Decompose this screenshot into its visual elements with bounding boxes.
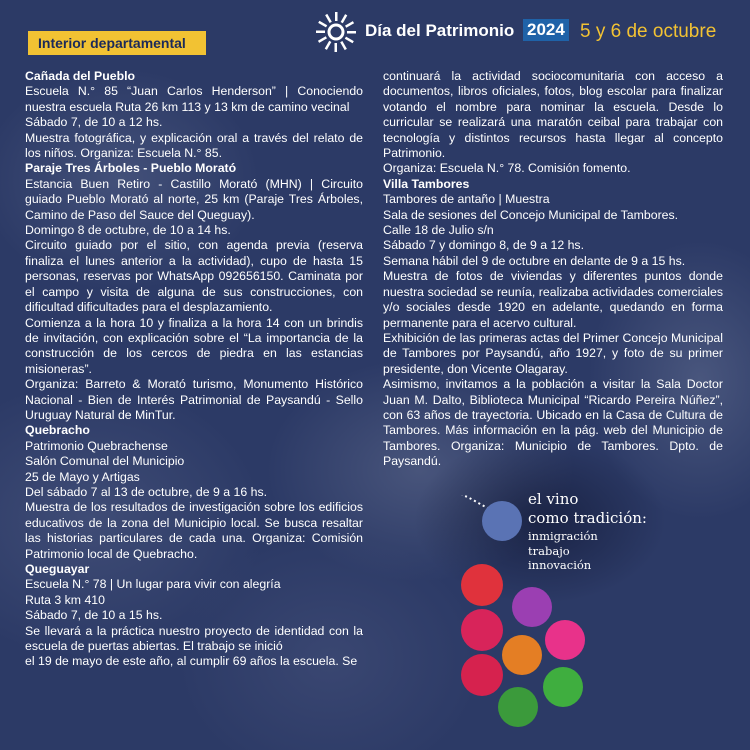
paragraph: Ruta 3 km 410 — [25, 592, 105, 607]
header-year: 2024 — [523, 19, 569, 41]
paragraph: Muestra fotográfica, y explicación oral a través del relato de los niños. Organiza: Escuela N.° 85. — [25, 130, 363, 161]
grape — [545, 620, 585, 660]
paragraph: Comienza a la hora 10 y finaliza a la hora 14 con un brindis de invitación, con explicación sobre el “La importancia de la construcción de los cercos de piedra en las estancias misioneras”. — [25, 315, 363, 376]
paragraph: Organiza: Escuela N.° 78. Comisión fomento. — [383, 161, 631, 176]
paragraph: 25 de Mayo y Artigas — [25, 469, 140, 484]
paragraph: Sábado 7, de 10 a 12 hs. — [25, 115, 163, 130]
paragraph: Semana hábil del 9 de octubre en delante de 9 a 15 hs. — [383, 253, 686, 268]
paragraph: continuará la actividad sociocomunitaria con acceso a documentos, libros oficiales, fotos, blog escolar para finalizar votando el nombre para nominar la escuela. Desde lo curricular se realizará una maratón ceibal para trabajar con tecnología y distintos recursos hasta llegar al concepto Patrimonio. — [383, 69, 723, 161]
paragraph: Salón Comunal del Municipio — [25, 454, 185, 469]
grape — [502, 635, 542, 675]
paragraph: Del sábado 7 al 13 de octubre, de 9 a 16 hs. — [25, 484, 268, 499]
grape — [482, 501, 522, 541]
heading-villa-tambores: Villa Tambores — [383, 176, 470, 191]
vino-item: innovación — [528, 558, 592, 572]
paragraph: Sala de sesiones del Concejo Municipal de Tambores. — [383, 207, 679, 222]
paragraph: Circuito guiado por el sitio, con agenda previa (reserva finaliza el lunes anterior a la actividad), cupo de hasta 15 personas, reservas por WhatsApp 092656150. Caminata por el campo y visita de alguna de sus construcciones, con dificultad dificultades para el desplazamiento. — [25, 238, 363, 315]
paragraph: Estancia Buen Retiro - Castillo Morató (MHN) | Circuito guiado Pueblo Morató al norte, 25 km (Paraje Tres Árboles, Camino de Paso del Sauce del Queguay). — [25, 176, 363, 222]
header-title: Día del Patrimonio — [365, 21, 515, 40]
paragraph: Escuela N.° 78 | Un lugar para vivir con alegría — [25, 577, 281, 592]
grape — [512, 587, 552, 627]
paragraph: Muestra de fotos de viviendas y diferentes puntos donde nuestra sociedad se reunía, realizaba actividades comerciales y/o sociales desde 1920 en adelante, quedando en forma permanente para el acervo cultural. — [383, 269, 723, 330]
heading-quebracho: Quebracho — [25, 423, 90, 438]
section-label: Interior departamental — [28, 31, 206, 55]
paragraph: Domingo 8 de octubre, de 10 a 14 hs. — [25, 223, 231, 238]
paragraph: Calle 18 de Julio s/n — [383, 223, 494, 238]
heading-canada-del-pueblo: Cañada del Pueblo — [25, 69, 136, 83]
vino-item: trabajo — [528, 543, 570, 558]
left-column — [25, 69, 363, 670]
heading-queguayar: Queguayar — [25, 562, 90, 576]
grape — [461, 609, 503, 651]
paragraph: Patrimonio Quebrachense — [25, 438, 168, 453]
right-column — [383, 69, 723, 470]
sun-logo-icon — [316, 12, 356, 52]
vino-list — [528, 529, 647, 573]
header-dates: 5 y 6 de octubre — [580, 21, 717, 42]
paragraph: Organiza: Barreto & Morató turismo, Monumento Histórico Nacional - Bien de Interés Patrimonial de Paysandú - Sello Uruguay Natural de MinTur. — [25, 377, 363, 422]
paragraph: Se llevará a la práctica nuestro proyecto de identidad con la escuela de puertas abiertas. El trabajo se inició — [25, 623, 363, 654]
paragraph: Exhibición de las primeras actas del Primer Concejo Municipal de Tambores por Paysandú, año 1927, y foto de su primer presidente, don Vicente Olagaray. — [383, 330, 723, 376]
paragraph: Sábado 7 y domingo 8, de 9 a 12 hs. — [383, 238, 584, 253]
grape — [461, 564, 503, 606]
vino-tagline — [528, 490, 647, 573]
heading-paraje-tres-arboles: Paraje Tres Árboles - Pueblo Morató — [25, 161, 237, 176]
grape — [498, 687, 538, 727]
vino-title-line2: como tradición: — [528, 509, 647, 527]
paragraph: Tambores de antaño | Muestra — [383, 192, 550, 207]
paragraph: Escuela N.° 85 “Juan Carlos Henderson” | Conociendo nuestra escuela Ruta 26 km 113 y 13 km de camino vecinal — [25, 84, 363, 114]
vino-item: inmigración — [528, 529, 598, 543]
paragraph: Muestra de los resultados de investigación sobre los edificios educativos de la zona del Municipio local. Se busca resaltar las historias particulares de cada una. Organiza: Comisión Patrimonio local de Quebracho. — [25, 500, 363, 561]
paragraph: Sábado 7, de 10 a 15 hs. — [25, 608, 163, 623]
paragraph: Asimismo, invitamos a la población a visitar la Sala Doctor Juan M. Dalto, Biblioteca Municipal “Ricardo Pereira Núñez”, con 63 años de trayectoria. Ubicado en la Casa de Cultura de Tambores. Más información en la pág. web del Municipio de Tambores. Organiza: Municipio de Tambores. Dpto. de Paysandú. — [383, 377, 723, 469]
grape — [543, 667, 583, 707]
vino-title-line1: el vino — [528, 490, 579, 508]
paragraph: el 19 de mayo de este año, al cumplir 69 años la escuela. Se — [25, 654, 358, 669]
grape — [461, 654, 503, 696]
